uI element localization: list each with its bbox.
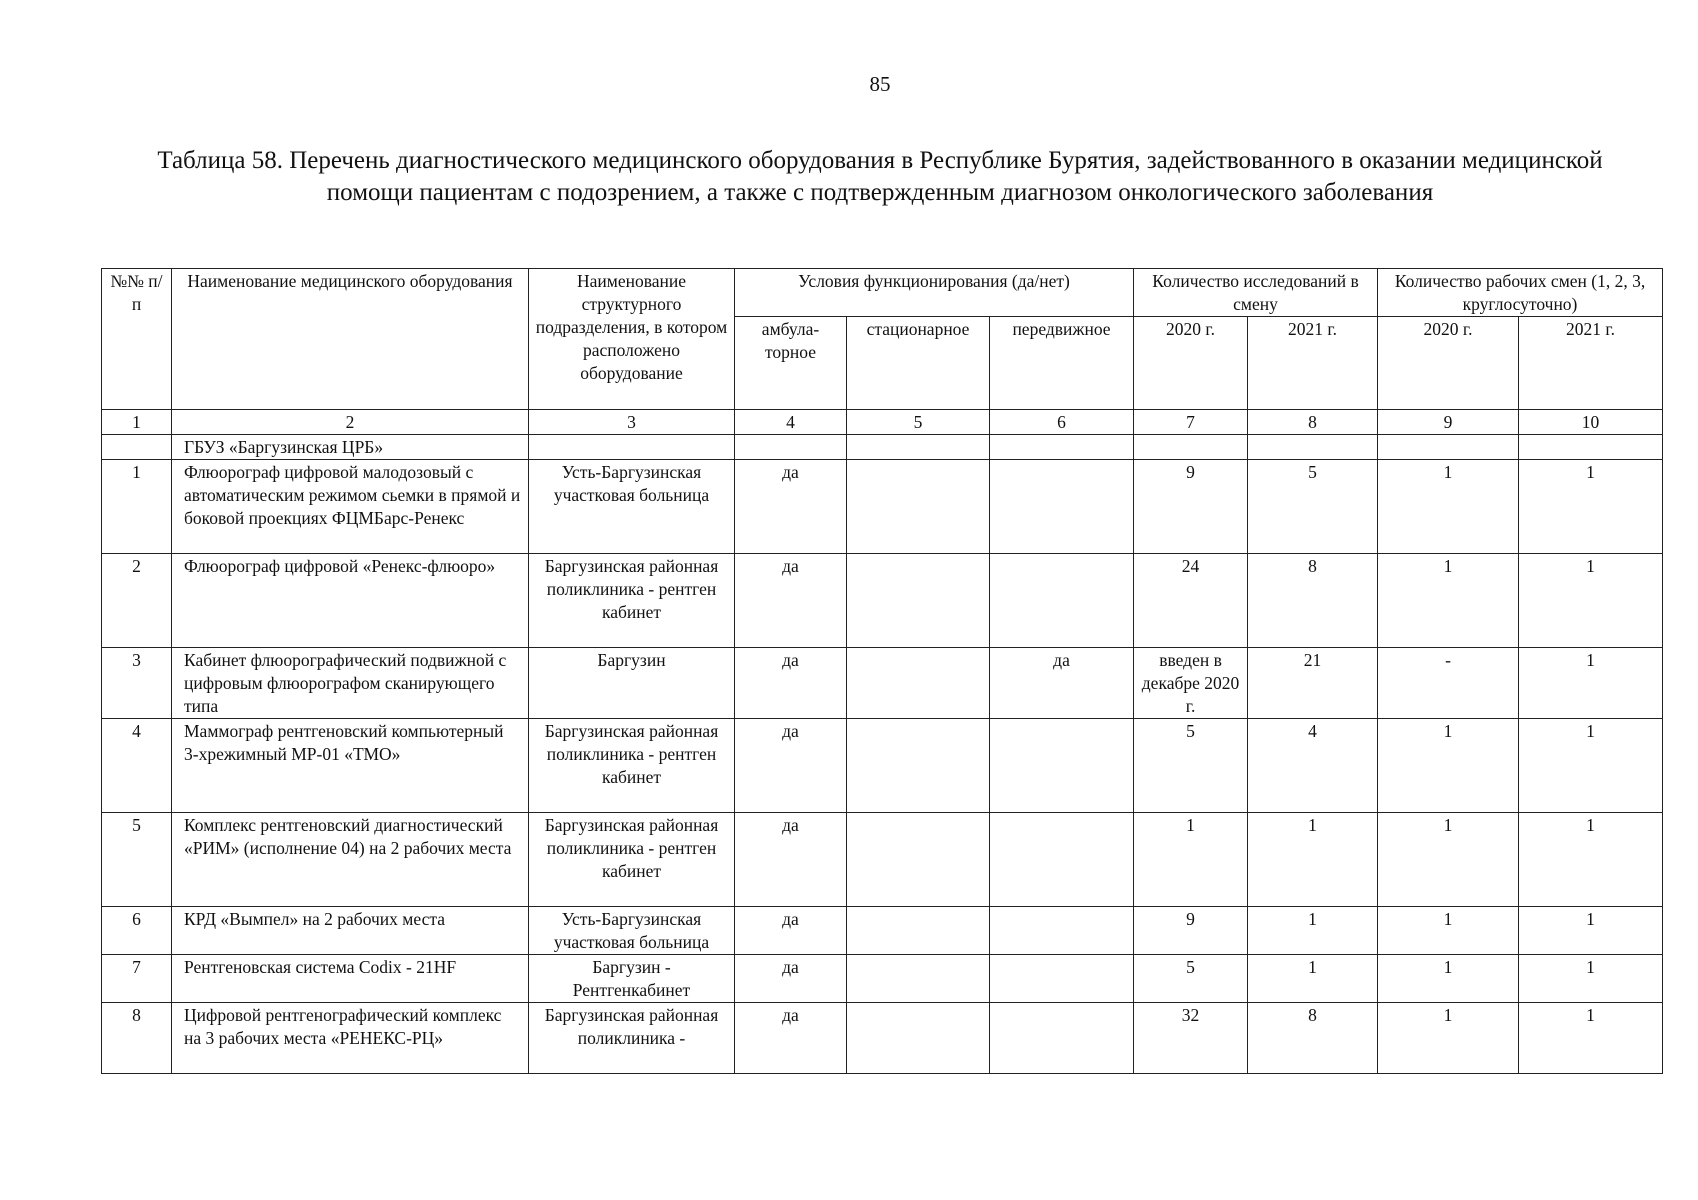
group-cell xyxy=(990,435,1134,460)
cell-mobile xyxy=(990,1003,1134,1074)
cell-mobile: да xyxy=(990,648,1134,719)
page-number: 85 xyxy=(869,72,891,96)
column-number: 7 xyxy=(1134,410,1248,435)
group-cell xyxy=(102,435,172,460)
cell-shifts-2021: 1 xyxy=(1519,719,1663,813)
cell-mobile xyxy=(990,955,1134,1003)
cell-studies-2021: 21 xyxy=(1248,648,1378,719)
cell-mobile xyxy=(990,460,1134,554)
cell-num: 8 xyxy=(102,1003,172,1074)
cell-shifts-2021: 1 xyxy=(1519,907,1663,955)
cell-studies-2021: 8 xyxy=(1248,1003,1378,1074)
table-row xyxy=(102,955,1663,1003)
cell-shifts-2020: 1 xyxy=(1378,955,1519,1003)
table-row xyxy=(102,460,1663,554)
column-number: 3 xyxy=(529,410,735,435)
cell-mobile xyxy=(990,813,1134,907)
cell-division: Баргузин xyxy=(529,648,735,719)
cell-studies-2020: 9 xyxy=(1134,460,1248,554)
cell-num: 1 xyxy=(102,460,172,554)
header-shifts: Количество рабочих смен (1, 2, 3, круглосуточно) xyxy=(1378,269,1663,317)
table-row xyxy=(102,554,1663,648)
group-title: ГБУЗ «Баргузинская ЦРБ» xyxy=(172,435,529,460)
cell-shifts-2020: 1 xyxy=(1378,460,1519,554)
cell-num: 5 xyxy=(102,813,172,907)
cell-division: Баргузинская районная поликлиника - рентген кабинет xyxy=(529,719,735,813)
cell-studies-2021: 1 xyxy=(1248,813,1378,907)
column-number: 5 xyxy=(847,410,990,435)
cell-studies-2021: 8 xyxy=(1248,554,1378,648)
cell-studies-2020: 1 xyxy=(1134,813,1248,907)
header-division: Наименование структурного подразделения, в котором расположено оборудование xyxy=(529,269,735,410)
cell-studies-2020: 5 xyxy=(1134,955,1248,1003)
cell-equipment: Маммограф рентгеновский компьютерный 3-хрежимный МР-01 «ТМО» xyxy=(172,719,529,813)
table-row xyxy=(102,907,1663,955)
cell-equipment: Цифровой рентгенографический комплекс на 3 рабочих места «РЕНЕКС-РЦ» xyxy=(172,1003,529,1074)
table-row xyxy=(102,719,1663,813)
cell-shifts-2020: - xyxy=(1378,648,1519,719)
header-inpatient: стационарное xyxy=(847,317,990,410)
cell-studies-2020: 9 xyxy=(1134,907,1248,955)
cell-ambulatory: да xyxy=(735,719,847,813)
cell-mobile xyxy=(990,719,1134,813)
header-studies-2020: 2020 г. xyxy=(1134,317,1248,410)
cell-division: Баргузинская районная поликлиника - рентген кабинет xyxy=(529,554,735,648)
header-studies-2021: 2021 г. xyxy=(1248,317,1378,410)
cell-shifts-2021: 1 xyxy=(1519,460,1663,554)
cell-equipment: Комплекс рентгеновский диагностический «РИМ» (исполнение 04) на 2 рабочих места xyxy=(172,813,529,907)
group-cell xyxy=(529,435,735,460)
cell-studies-2020: 24 xyxy=(1134,554,1248,648)
group-cell xyxy=(1248,435,1378,460)
header-num: №№ п/п xyxy=(102,269,172,410)
group-cell xyxy=(1519,435,1663,460)
header-equipment: Наименование медицинского оборудования xyxy=(172,269,529,410)
cell-equipment: Рентгеновская система Codix - 21HF xyxy=(172,955,529,1003)
column-number: 10 xyxy=(1519,410,1663,435)
group-row xyxy=(102,435,1663,460)
cell-ambulatory: да xyxy=(735,460,847,554)
column-number-row xyxy=(102,410,1663,435)
cell-shifts-2021: 1 xyxy=(1519,554,1663,648)
column-number: 9 xyxy=(1378,410,1519,435)
cell-num: 3 xyxy=(102,648,172,719)
cell-studies-2021: 5 xyxy=(1248,460,1378,554)
cell-studies-2020: 5 xyxy=(1134,719,1248,813)
table-caption: Таблица 58. Перечень диагностического медицинского оборудования в Республике Бурятия, задействованного в оказании медицинской помощи пациентам с подозрением, а также с подтвержденным диагнозом онкологического заболевания xyxy=(157,147,1603,206)
cell-shifts-2021: 1 xyxy=(1519,1003,1663,1074)
cell-inpatient xyxy=(847,813,990,907)
cell-num: 7 xyxy=(102,955,172,1003)
cell-equipment: Флюорограф цифровой малодозовый с автоматическим режимом сьемки в прямой и боковой проекциях ФЦМБарс-Ренекс xyxy=(172,460,529,554)
cell-inpatient xyxy=(847,1003,990,1074)
cell-division: Усть-Баргузинская участковая больница xyxy=(529,460,735,554)
cell-shifts-2020: 1 xyxy=(1378,907,1519,955)
column-number: 2 xyxy=(172,410,529,435)
cell-inpatient xyxy=(847,907,990,955)
cell-mobile xyxy=(990,554,1134,648)
cell-studies-2020: 32 xyxy=(1134,1003,1248,1074)
column-number: 4 xyxy=(735,410,847,435)
cell-ambulatory: да xyxy=(735,955,847,1003)
cell-ambulatory: да xyxy=(735,554,847,648)
cell-studies-2021: 1 xyxy=(1248,907,1378,955)
cell-inpatient xyxy=(847,955,990,1003)
cell-equipment: Кабинет флюорографический подвижной с цифровым флюорографом сканирующего типа xyxy=(172,648,529,719)
header-studies: Количество исследований в смену xyxy=(1134,269,1378,317)
cell-studies-2021: 1 xyxy=(1248,955,1378,1003)
cell-shifts-2020: 1 xyxy=(1378,1003,1519,1074)
cell-shifts-2020: 1 xyxy=(1378,813,1519,907)
group-cell xyxy=(1378,435,1519,460)
cell-ambulatory: да xyxy=(735,907,847,955)
cell-division: Усть-Баргузинская участковая больница xyxy=(529,907,735,955)
cell-mobile xyxy=(990,907,1134,955)
cell-ambulatory: да xyxy=(735,1003,847,1074)
column-number: 8 xyxy=(1248,410,1378,435)
cell-ambulatory: да xyxy=(735,813,847,907)
cell-division: Баргузин - Рентгенкабинет xyxy=(529,955,735,1003)
table-row xyxy=(102,648,1663,719)
cell-shifts-2021: 1 xyxy=(1519,813,1663,907)
cell-division: Баргузинская районная поликлиника - xyxy=(529,1003,735,1074)
table-row xyxy=(102,813,1663,907)
cell-inpatient xyxy=(847,554,990,648)
cell-shifts-2020: 1 xyxy=(1378,554,1519,648)
cell-division: Баргузинская районная поликлиника - рентген кабинет xyxy=(529,813,735,907)
cell-num: 4 xyxy=(102,719,172,813)
header-mobile: передвижное xyxy=(990,317,1134,410)
group-cell xyxy=(1134,435,1248,460)
cell-studies-2021: 4 xyxy=(1248,719,1378,813)
cell-ambulatory: да xyxy=(735,648,847,719)
cell-equipment: Флюорограф цифровой «Ренекс-флюоро» xyxy=(172,554,529,648)
column-number: 6 xyxy=(990,410,1134,435)
cell-num: 6 xyxy=(102,907,172,955)
column-number: 1 xyxy=(102,410,172,435)
header-ambulatory: амбула-торное xyxy=(735,317,847,410)
cell-studies-2020: введен в декабре 2020 г. xyxy=(1134,648,1248,719)
header-conditions: Условия функционирования (да/нет) xyxy=(735,269,1134,317)
group-cell xyxy=(847,435,990,460)
cell-inpatient xyxy=(847,648,990,719)
cell-shifts-2020: 1 xyxy=(1378,719,1519,813)
cell-inpatient xyxy=(847,719,990,813)
header-shifts-2020: 2020 г. xyxy=(1378,317,1519,410)
cell-shifts-2021: 1 xyxy=(1519,648,1663,719)
header-shifts-2021: 2021 г. xyxy=(1519,317,1663,410)
group-cell xyxy=(735,435,847,460)
equipment-table xyxy=(101,268,1663,1074)
table-row xyxy=(102,1003,1663,1074)
cell-equipment: КРД «Вымпел» на 2 рабочих места xyxy=(172,907,529,955)
cell-num: 2 xyxy=(102,554,172,648)
cell-inpatient xyxy=(847,460,990,554)
cell-shifts-2021: 1 xyxy=(1519,955,1663,1003)
